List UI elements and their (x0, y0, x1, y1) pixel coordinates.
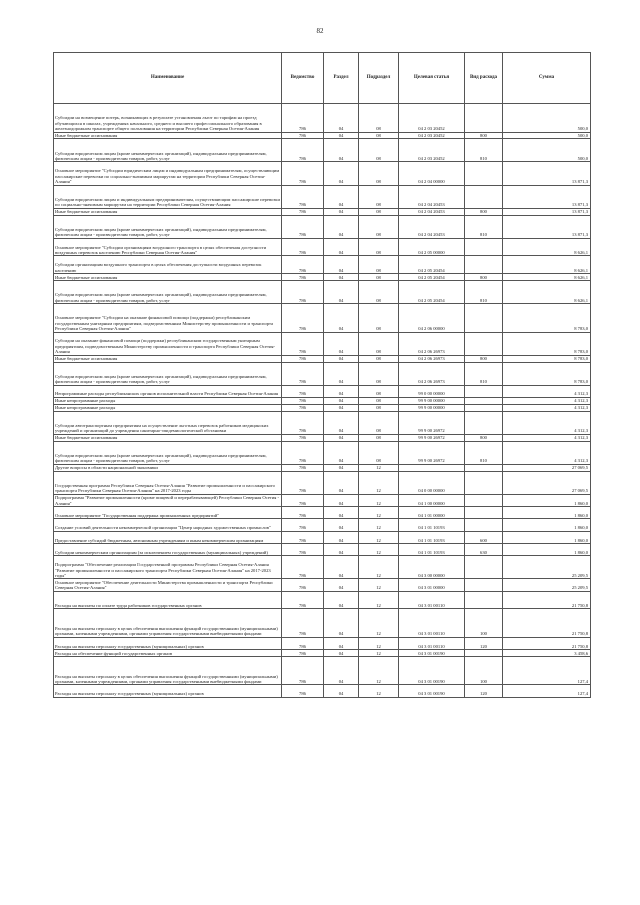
row-razdel: 04 (324, 685, 359, 697)
table-row (54, 434, 591, 441)
row-razdel: 04 (324, 280, 359, 303)
row-podrazdel: 08 (359, 215, 399, 238)
row-target-article: 04 2 05 20454 (399, 274, 465, 281)
table-row (54, 208, 591, 215)
row-name: Расходы на обеспечение функций государственных органов (54, 650, 282, 657)
row-podrazdel: 12 (359, 650, 399, 657)
row-name: Расходы на выплаты персоналу в целях обеспечения выполнения функций государственными (муниципальными) органами, казенными учреждениями, органами управления государственными внебюджетными фондами (54, 656, 282, 685)
row-vedomstvo: 786 (282, 274, 324, 281)
row-vedomstvo: 786 (282, 507, 324, 519)
row-podrazdel: 08 (359, 362, 399, 385)
row-sum: 27 069,5 (503, 471, 591, 494)
row-name: Иные непрограммные расходы (54, 397, 282, 404)
row-razdel: 04 (324, 556, 359, 579)
row-sum: 27 069,5 (503, 464, 591, 471)
row-name: Субсидии юридическим лицам (кроме некоммерческих организаций), индивидуальным предпринимателям, физическим лицам - производителям товаров, работ, услуг (54, 441, 282, 464)
row-sum: 4 312,3 (503, 397, 591, 404)
table-row (54, 304, 591, 333)
row-razdel: 04 (324, 543, 359, 555)
row-target-article: 04 2 05 20454 (399, 280, 465, 303)
table-row (54, 685, 591, 697)
row-expense-type (465, 397, 503, 404)
row-expense-type (465, 556, 503, 579)
row-razdel: 04 (324, 104, 359, 133)
row-vedomstvo: 786 (282, 531, 324, 543)
row-sum: 1 860,0 (503, 494, 591, 506)
row-expense-type (465, 238, 503, 256)
row-target-article: 04 2 05 20454 (399, 256, 465, 274)
row-podrazdel: 12 (359, 656, 399, 685)
row-target-article: 04 2 04 00000 (399, 162, 465, 185)
table-row (54, 579, 591, 591)
row-expense-type: 810 (465, 215, 503, 238)
row-razdel: 04 (324, 531, 359, 543)
row-name: Субсидии на возмещение потерь, возникающих в результате установления льгот по тарифам на проезд обучающихся в школах, учреждениях начального, среднего и высшего профессионального образования в железнодорожном транспорте общего пользования на территории Республики Северная Осетия-Алания (54, 104, 282, 133)
row-vedomstvo: 786 (282, 591, 324, 609)
table-row (54, 471, 591, 494)
table-row (54, 531, 591, 543)
row-name: Расходы на выплаты по оплате труда работников государственных органов (54, 591, 282, 609)
row-podrazdel: 08 (359, 441, 399, 464)
row-podrazdel: 08 (359, 404, 399, 411)
row-podrazdel: 08 (359, 274, 399, 281)
row-razdel: 04 (324, 355, 359, 362)
row-target-article: 04 1 01 10193 (399, 543, 465, 555)
row-podrazdel: 12 (359, 637, 399, 649)
row-sum: 1 860,0 (503, 507, 591, 519)
row-sum: 500,0 (503, 104, 591, 133)
row-podrazdel: 12 (359, 609, 399, 638)
row-sum: 4 312,3 (503, 434, 591, 441)
row-target-article: 04 1 01 10193 (399, 531, 465, 543)
row-name: Основное мероприятие "Обеспечение деятельности Министерства промышленности и транспорта Республики Северная Осетия-Алания" (54, 579, 282, 591)
header-vedomstvo: Ведомство (282, 53, 324, 104)
row-podrazdel: 08 (359, 139, 399, 162)
row-name: Основное мероприятие "Субсидии организациям воздушного транспорта в целях обеспечения доступности воздушных перевозок населению Республики Северная Осетия-Алания" (54, 238, 282, 256)
row-razdel: 04 (324, 494, 359, 506)
row-vedomstvo: 786 (282, 434, 324, 441)
row-expense-type (465, 519, 503, 531)
row-name: Субсидии юридическим лицам (кроме некоммерческих организаций), индивидуальным предпринимателям, физическим лицам - производителям товаров, работ, услуг (54, 280, 282, 303)
row-expense-type (465, 411, 503, 434)
table-row (54, 404, 591, 411)
row-expense-type: 810 (465, 280, 503, 303)
row-expense-type (465, 104, 503, 133)
row-razdel: 04 (324, 579, 359, 591)
row-sum: 13 871,3 (503, 162, 591, 185)
row-target-article: 04 2 03 20452 (399, 139, 465, 162)
table-row (54, 238, 591, 256)
table-row (54, 519, 591, 531)
row-sum: 13 871,3 (503, 185, 591, 208)
row-vedomstvo: 786 (282, 543, 324, 555)
row-target-article: 99 9 00 00000 (399, 404, 465, 411)
row-podrazdel: 12 (359, 464, 399, 471)
row-sum: 21 750,8 (503, 591, 591, 609)
row-sum: 13 871,3 (503, 208, 591, 215)
row-expense-type: 810 (465, 139, 503, 162)
row-name: Иные непрограммные расходы (54, 404, 282, 411)
row-podrazdel: 12 (359, 556, 399, 579)
row-target-article: 04 2 06 26973 (399, 355, 465, 362)
row-podrazdel: 08 (359, 185, 399, 208)
row-razdel: 04 (324, 162, 359, 185)
row-razdel: 04 (324, 139, 359, 162)
row-expense-type (465, 494, 503, 506)
row-target-article: 04 3 01 00190 (399, 650, 465, 657)
row-podrazdel: 08 (359, 132, 399, 139)
row-name: Основное мероприятие "Субсидии юридическим лицам и индивидуальным предпринимателям, осуществляющим пассажирские перевозки по социально-значимым маршрутам на территории Республики Северная Осетия-Алания" (54, 162, 282, 185)
row-target-article: 04 2 04 20453 (399, 208, 465, 215)
header-sum: Сумма (503, 53, 591, 104)
row-vedomstvo: 786 (282, 208, 324, 215)
row-name: Государственная программа Республики Северная Осетия-Алания "Развитие промышленности и пассажирского транспорта Республики Северная Осетия-Алания" на 2017-2023 годы (54, 471, 282, 494)
row-expense-type (465, 332, 503, 355)
row-podrazdel: 08 (359, 238, 399, 256)
row-podrazdel: 12 (359, 591, 399, 609)
row-expense-type (465, 404, 503, 411)
row-name: Расходы на выплаты персоналу в целях обеспечения выполнения функций государственными (муниципальными) органами, казенными учреждениями, органами управления государственными внебюджетными фондами (54, 609, 282, 638)
row-razdel: 04 (324, 274, 359, 281)
row-razdel: 04 (324, 507, 359, 519)
table-row (54, 274, 591, 281)
row-name: Другие вопросы в области национальной экономики (54, 464, 282, 471)
row-podrazdel: 12 (359, 507, 399, 519)
table-row (54, 656, 591, 685)
row-podrazdel: 08 (359, 434, 399, 441)
row-vedomstvo: 786 (282, 519, 324, 531)
row-expense-type: 800 (465, 274, 503, 281)
row-name: Основное мероприятие "Субсидии на оказание финансовой помощи (поддержки) республиканским государственным унитарным предприятиям, подведомственным Министерству промышленности и транспорта Республики Северная Осетия-Алания" (54, 304, 282, 333)
table-row (54, 132, 591, 139)
row-vedomstvo: 786 (282, 637, 324, 649)
table-row (54, 464, 591, 471)
row-expense-type: 800 (465, 208, 503, 215)
row-razdel: 04 (324, 411, 359, 434)
table-row (54, 543, 591, 555)
row-vedomstvo: 786 (282, 609, 324, 638)
row-vedomstvo: 786 (282, 650, 324, 657)
row-target-article: 04 3 01 00190 (399, 685, 465, 697)
table-row (54, 637, 591, 649)
header-expense-type: Вид расхода (465, 53, 503, 104)
page-number: 82 (316, 27, 324, 35)
row-vedomstvo: 786 (282, 256, 324, 274)
table-row (54, 139, 591, 162)
table-row (54, 162, 591, 185)
row-razdel: 04 (324, 591, 359, 609)
table-row (54, 397, 591, 404)
row-expense-type (465, 304, 503, 333)
row-name: Субсидии на оказание финансовой помощи (поддержки) республиканским государственным унитарным предприятиям, подведомственным Министерству промышленности и транспорта Республики Северная Осетия-Алания (54, 332, 282, 355)
row-target-article: 04 2 03 20452 (399, 104, 465, 133)
row-expense-type (465, 162, 503, 185)
row-vedomstvo: 786 (282, 162, 324, 185)
row-razdel: 04 (324, 304, 359, 333)
header-razdel: Раздел (324, 53, 359, 104)
row-podrazdel: 12 (359, 494, 399, 506)
row-target-article: 04 2 06 00000 (399, 304, 465, 333)
row-expense-type: 800 (465, 355, 503, 362)
row-razdel: 04 (324, 609, 359, 638)
row-target-article: 99 9 00 00000 (399, 397, 465, 404)
row-target-article: 99 9 00 26972 (399, 411, 465, 434)
row-podrazdel: 08 (359, 256, 399, 274)
row-expense-type (465, 256, 503, 274)
row-sum: 8 626,1 (503, 280, 591, 303)
table-row (54, 215, 591, 238)
row-razdel: 04 (324, 650, 359, 657)
row-name: Иные бюджетные ассигнования (54, 274, 282, 281)
row-sum: 500,0 (503, 132, 591, 139)
row-sum: 8 783,0 (503, 304, 591, 333)
row-podrazdel: 08 (359, 280, 399, 303)
row-expense-type (465, 507, 503, 519)
row-vedomstvo: 786 (282, 464, 324, 471)
row-razdel: 04 (324, 362, 359, 385)
row-name: Иные бюджетные ассигнования (54, 434, 282, 441)
row-razdel: 04 (324, 404, 359, 411)
row-sum: 4 312,3 (503, 411, 591, 434)
row-podrazdel: 08 (359, 162, 399, 185)
row-podrazdel: 08 (359, 304, 399, 333)
row-sum: 500,0 (503, 139, 591, 162)
row-expense-type (465, 185, 503, 208)
row-sum: 13 871,3 (503, 215, 591, 238)
row-name: Иные бюджетные ассигнования (54, 132, 282, 139)
row-razdel: 04 (324, 256, 359, 274)
row-target-article: 04 2 06 26973 (399, 362, 465, 385)
table-row (54, 650, 591, 657)
row-razdel: 04 (324, 656, 359, 685)
row-sum: 127,4 (503, 656, 591, 685)
row-target-article: 04 3 01 00190 (399, 656, 465, 685)
row-razdel: 04 (324, 385, 359, 397)
row-expense-type: 100 (465, 656, 503, 685)
row-razdel: 04 (324, 132, 359, 139)
row-expense-type (465, 471, 503, 494)
row-vedomstvo: 786 (282, 355, 324, 362)
row-podrazdel: 08 (359, 332, 399, 355)
row-sum: 1 860,0 (503, 519, 591, 531)
row-podrazdel: 08 (359, 208, 399, 215)
table-row (54, 362, 591, 385)
row-name: Субсидии юридическим лицам (кроме некоммерческих организаций), индивидуальным предпринимателям, физическим лицам - производителям товаров, работ, услуг (54, 215, 282, 238)
row-sum: 25 209,5 (503, 579, 591, 591)
row-name: Расходы на выплаты персоналу государственных (муниципальных) органов (54, 685, 282, 697)
row-podrazdel: 08 (359, 104, 399, 133)
row-razdel: 04 (324, 215, 359, 238)
row-razdel: 04 (324, 238, 359, 256)
row-expense-type (465, 579, 503, 591)
row-expense-type: 600 (465, 531, 503, 543)
row-name: Субсидии автотранспортным предприятиям на осуществление льготных перевозок работников медицинских учреждений и организаций до учреждения санитарно-эпидемиологической обстановки (54, 411, 282, 434)
row-vedomstvo: 786 (282, 280, 324, 303)
row-expense-type: 630 (465, 543, 503, 555)
row-name: Расходы на выплаты персоналу государственных (муниципальных) органов (54, 637, 282, 649)
table-row (54, 355, 591, 362)
row-name: Иные бюджетные ассигнования (54, 208, 282, 215)
row-sum: 8 626,1 (503, 256, 591, 274)
row-vedomstvo: 786 (282, 304, 324, 333)
table-row (54, 507, 591, 519)
row-target-article: 04 2 04 20453 (399, 215, 465, 238)
row-target-article: 04 3 01 00110 (399, 591, 465, 609)
row-name: Подпрограмма "Обеспечение реализации Государственной программы Республики Северная Осетия-Алания "Развитие промышленности и пассажирского транспорта Республики Северная Осетия-Алания" на 2017-2023 годы" (54, 556, 282, 579)
row-sum: 25 209,5 (503, 556, 591, 579)
row-expense-type: 810 (465, 441, 503, 464)
row-vedomstvo: 786 (282, 132, 324, 139)
row-expense-type: 800 (465, 132, 503, 139)
row-name: Иные бюджетные ассигнования (54, 355, 282, 362)
row-razdel: 04 (324, 208, 359, 215)
row-target-article: 99 9 00 26972 (399, 434, 465, 441)
row-sum: 8 626,1 (503, 238, 591, 256)
row-vedomstvo: 786 (282, 579, 324, 591)
row-razdel: 04 (324, 471, 359, 494)
row-target-article: 04 2 03 20452 (399, 132, 465, 139)
row-vedomstvo: 786 (282, 185, 324, 208)
row-podrazdel: 12 (359, 543, 399, 555)
table-row (54, 185, 591, 208)
budget-table (53, 52, 591, 698)
row-sum: 4 312,3 (503, 441, 591, 464)
row-razdel: 04 (324, 441, 359, 464)
table-header-row (54, 53, 591, 104)
row-vedomstvo: 786 (282, 471, 324, 494)
row-name: Субсидии юридическим лицам и индивидуальным предпринимателям, осуществляющим пассажирские перевозки по социально-значимым маршрутам на территории Республики Северная Осетия-Алания (54, 185, 282, 208)
row-vedomstvo: 786 (282, 397, 324, 404)
row-razdel: 04 (324, 332, 359, 355)
row-razdel: 04 (324, 185, 359, 208)
row-podrazdel: 12 (359, 519, 399, 531)
row-razdel: 04 (324, 637, 359, 649)
table-row (54, 104, 591, 133)
table-row (54, 332, 591, 355)
row-target-article: 04 2 05 00000 (399, 238, 465, 256)
row-name: Субсидии некоммерческим организациям (за исключением государственных (муниципальных) учреждений) (54, 543, 282, 555)
row-target-article: 99 0 00 00000 (399, 385, 465, 397)
row-sum: 21 750,8 (503, 637, 591, 649)
row-podrazdel: 12 (359, 579, 399, 591)
row-sum: 4 312,3 (503, 385, 591, 397)
table-row (54, 591, 591, 609)
row-expense-type (465, 385, 503, 397)
row-vedomstvo: 786 (282, 494, 324, 506)
row-name: Субсидии организациям воздушного транспорта в целях обеспечения доступности воздушных перевозок населению (54, 256, 282, 274)
row-sum: 127,4 (503, 685, 591, 697)
row-sum: 3 458,6 (503, 650, 591, 657)
row-vedomstvo: 786 (282, 411, 324, 434)
table-row (54, 556, 591, 579)
row-sum: 8 783,0 (503, 362, 591, 385)
table-row (54, 494, 591, 506)
row-vedomstvo: 786 (282, 215, 324, 238)
row-vedomstvo: 786 (282, 139, 324, 162)
row-target-article: 04 3 00 00000 (399, 556, 465, 579)
row-target-article: 04 1 00 00000 (399, 494, 465, 506)
row-sum: 21 750,8 (503, 609, 591, 638)
row-vedomstvo: 786 (282, 556, 324, 579)
row-target-article: 04 0 00 00000 (399, 471, 465, 494)
row-target-article: 04 3 01 00000 (399, 579, 465, 591)
row-sum: 4 312,3 (503, 404, 591, 411)
table-row (54, 609, 591, 638)
row-vedomstvo: 786 (282, 441, 324, 464)
row-expense-type: 120 (465, 685, 503, 697)
row-target-article (399, 464, 465, 471)
row-vedomstvo: 786 (282, 362, 324, 385)
row-name: Подпрограмма "Развитие промышленности (кроме пищевой и перерабатывающей) Республики Северная Осетия - Алания" (54, 494, 282, 506)
row-podrazdel: 08 (359, 385, 399, 397)
row-name: Субсидии юридическим лицам (кроме некоммерческих организаций), индивидуальным предпринимателям, физическим лицам - производителям товаров, работ, услуг (54, 139, 282, 162)
row-razdel: 04 (324, 397, 359, 404)
row-target-article: 04 2 04 20453 (399, 185, 465, 208)
row-sum: 1 860,0 (503, 531, 591, 543)
row-target-article: 04 2 06 26973 (399, 332, 465, 355)
row-name: Субсидии юридическим лицам (кроме некоммерческих организаций), индивидуальным предпринимателям, физическим лицам - производителям товаров, работ, услуг (54, 362, 282, 385)
row-name: Основное мероприятие "Государственная поддержка промышленных предприятий" (54, 507, 282, 519)
row-vedomstvo: 786 (282, 238, 324, 256)
table-row (54, 280, 591, 303)
table-body (54, 104, 591, 698)
row-podrazdel: 12 (359, 471, 399, 494)
table-row (54, 256, 591, 274)
row-vedomstvo: 786 (282, 104, 324, 133)
row-name: Непрограммные расходы республиканских органов исполнительной власти Республики Северная Осетия-Алания (54, 385, 282, 397)
row-sum: 8 783,0 (503, 332, 591, 355)
header-podrazdel: Подраздел (359, 53, 399, 104)
row-podrazdel: 12 (359, 531, 399, 543)
header-name: Наименование (54, 53, 282, 104)
row-expense-type: 800 (465, 434, 503, 441)
row-target-article: 04 1 01 00000 (399, 507, 465, 519)
row-expense-type (465, 464, 503, 471)
row-vedomstvo: 786 (282, 332, 324, 355)
row-razdel: 04 (324, 464, 359, 471)
row-sum: 8 783,0 (503, 355, 591, 362)
row-expense-type: 120 (465, 637, 503, 649)
row-target-article: 04 3 01 00110 (399, 609, 465, 638)
header-target-article: Целевая статья (399, 53, 465, 104)
row-sum: 1 860,0 (503, 543, 591, 555)
row-name: Создание условий деятельности некоммерческой организации "Центр народных художественных промыслов" (54, 519, 282, 531)
row-target-article: 04 1 01 10193 (399, 519, 465, 531)
row-target-article: 99 9 00 26972 (399, 441, 465, 464)
row-podrazdel: 08 (359, 397, 399, 404)
row-name: Предоставление субсидий бюджетным, автономным учреждениям и иным некоммерческим организациям (54, 531, 282, 543)
table-row (54, 411, 591, 434)
row-target-article: 04 3 01 00110 (399, 637, 465, 649)
row-expense-type (465, 591, 503, 609)
row-razdel: 04 (324, 519, 359, 531)
row-expense-type: 100 (465, 609, 503, 638)
table-row (54, 385, 591, 397)
row-vedomstvo: 786 (282, 385, 324, 397)
row-razdel: 04 (324, 434, 359, 441)
row-podrazdel: 08 (359, 355, 399, 362)
row-podrazdel: 12 (359, 685, 399, 697)
row-expense-type: 810 (465, 362, 503, 385)
row-vedomstvo: 786 (282, 656, 324, 685)
row-vedomstvo: 786 (282, 404, 324, 411)
table-row (54, 441, 591, 464)
row-podrazdel: 08 (359, 411, 399, 434)
row-expense-type (465, 650, 503, 657)
row-sum: 8 626,1 (503, 274, 591, 281)
row-vedomstvo: 786 (282, 685, 324, 697)
